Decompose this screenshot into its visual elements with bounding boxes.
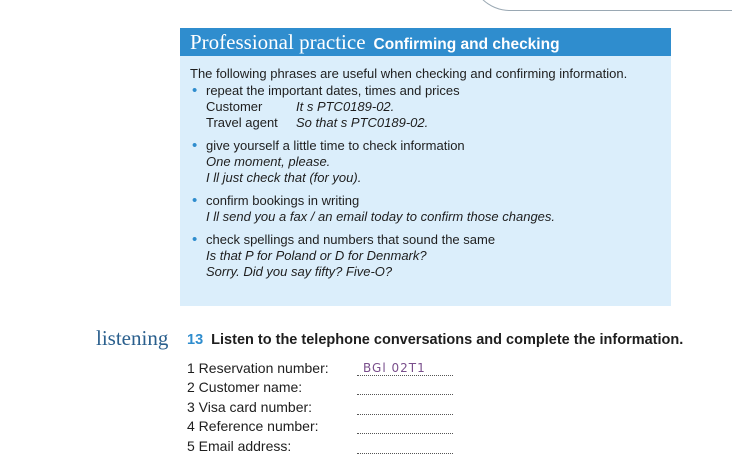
form-row — [187, 395, 453, 415]
exercise-instruction — [187, 332, 683, 348]
phrase: So that s PTC0189-02. — [296, 115, 429, 130]
answer-form — [187, 356, 453, 454]
list-item — [190, 138, 663, 186]
form-label: 3 Visa card number: — [187, 398, 313, 415]
section-label: listening — [96, 326, 169, 350]
speaker: Customer — [206, 99, 263, 114]
list-item — [190, 83, 663, 131]
form-label: 2 Customer name: — [187, 379, 303, 395]
speaker: Travel agent — [206, 115, 278, 130]
form-row — [187, 415, 453, 435]
panel-subtitle: Confirming and checking — [373, 36, 560, 53]
dialogue-line — [206, 115, 663, 131]
bullet-text: give yourself a little time to check information — [206, 138, 465, 153]
answer-field[interactable] — [357, 440, 453, 454]
bullet-icon: • — [192, 192, 198, 209]
professional-practice-box — [180, 28, 671, 306]
panel-intro: The following phrases are useful when checking and confirming information. — [190, 66, 628, 81]
answer-field[interactable] — [357, 420, 453, 434]
form-row — [187, 434, 453, 454]
bullet-icon: • — [192, 137, 198, 154]
list-item — [190, 232, 663, 280]
instruction-text: Listen to the telephone conversations and complete the information. — [211, 332, 684, 348]
example-phrase: Sorry. Did you say fifty? Five-O? — [206, 264, 393, 279]
bullet-text: check spellings and numbers that sound the same — [206, 232, 496, 247]
bullet-text: repeat the important dates, times and prices — [206, 83, 460, 98]
example-phrase: One moment, please. — [206, 154, 331, 169]
example-phrase: I ll send you a fax / an email today to confirm those changes. — [206, 209, 556, 224]
bullet-text: confirm bookings in writing — [206, 193, 360, 208]
panel-body — [180, 56, 671, 280]
phrase: It s PTC0189-02. — [296, 99, 395, 114]
bullet-icon: • — [192, 231, 198, 248]
answer-field[interactable] — [357, 362, 453, 376]
panel-title: Professional practice — [190, 30, 366, 54]
handwritten-answer: BGl 02T1 — [363, 360, 426, 375]
bullet-icon: • — [192, 82, 198, 99]
answer-field[interactable] — [357, 401, 453, 415]
list-item — [190, 193, 663, 225]
form-label: 4 Reference number: — [187, 418, 319, 434]
dialogue-line — [206, 99, 663, 115]
panel-header — [180, 28, 671, 56]
example-phrase: Is that P for Poland or D for Denmark? — [206, 248, 427, 263]
form-row — [187, 356, 453, 376]
form-label: 1 Reservation number: — [187, 359, 329, 376]
form-label: 5 Email address: — [187, 437, 292, 454]
example-phrase: I ll just check that (for you). — [206, 170, 362, 185]
page-decoration — [470, 0, 732, 11]
form-row — [187, 376, 453, 396]
exercise-number: 13 — [187, 332, 204, 348]
answer-field[interactable] — [357, 381, 453, 395]
